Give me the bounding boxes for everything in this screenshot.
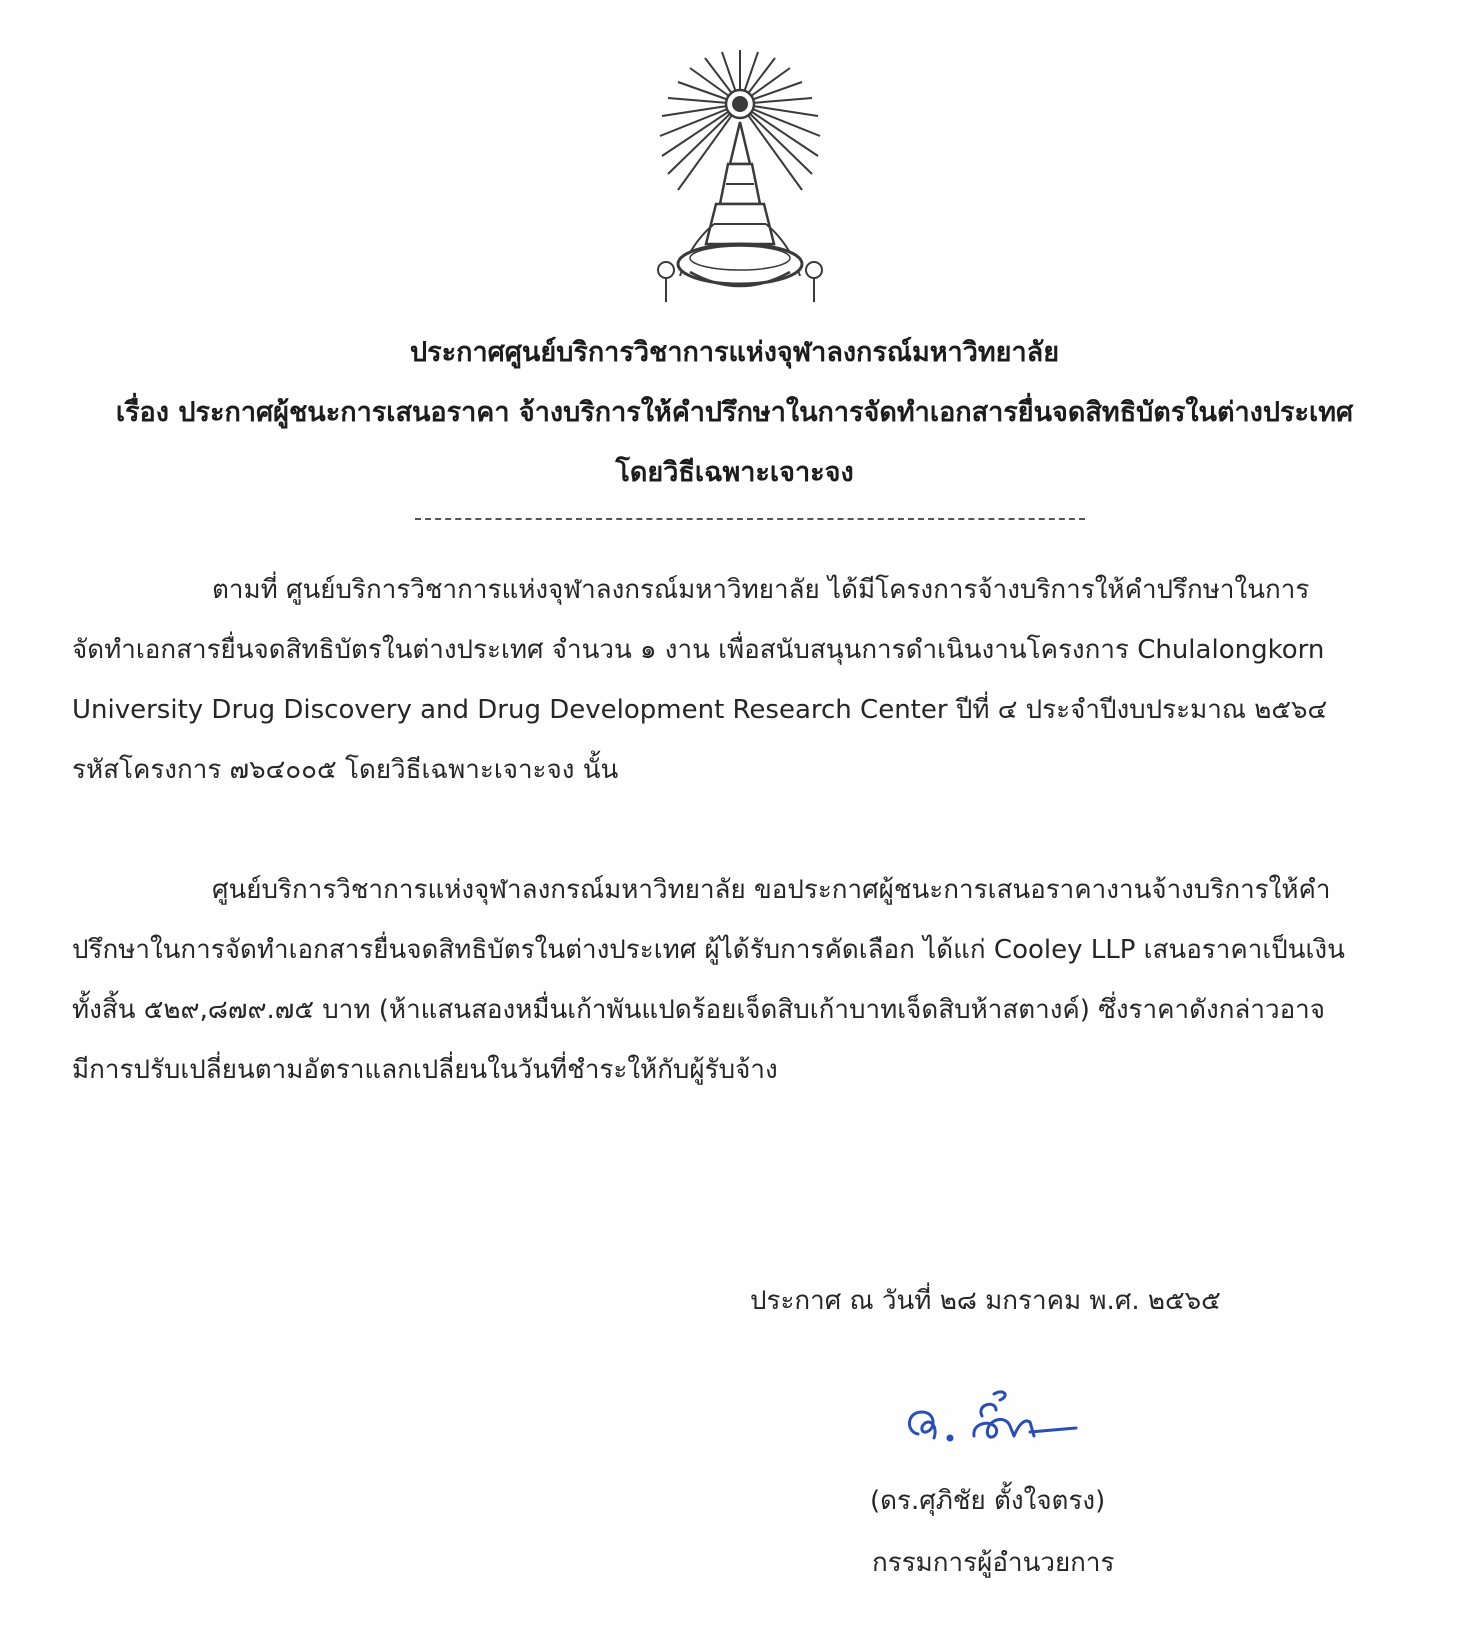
announcement-method: โดยวิธีเฉพาะเจาะจง [615, 457, 854, 488]
paragraph-line: University Drug Discovery and Drug Development Research Center ปีที่ ๔ ประจำปีงบประมาณ ๒๕๖๔ [72, 695, 1328, 725]
announcement-date: ประกาศ ณ วันที่ ๒๘ มกราคม พ.ศ. ๒๕๖๕ [750, 1286, 1221, 1316]
paragraph-line: ทั้งสิ้น ๕๒๙,๘๗๙.๗๕ บาท (ห้าแสนสองหมื่นเก้าพันแปดร้อยเจ็ดสิบเก้าบาทเจ็ดสิบห้าสตางค์) ซึ่งราคาดังกล่าวอาจ [72, 995, 1326, 1025]
paragraph-line: ศูนย์บริการวิชาการแห่งจุฬาลงกรณ์มหาวิทยาลัย ขอประกาศผู้ชนะการเสนอราคางานจ้างบริการให้คำ [212, 875, 1331, 905]
paragraph-line: ปรึกษาในการจัดทำเอกสารยื่นจดสิทธิบัตรในต่างประเทศ ผู้ได้รับการคัดเลือก ได้แก่ Cooley LLP เสนอราคาเป็นเงิน [72, 935, 1345, 965]
signer-name: (ดร.ศุภิชัย ตั้งใจตรง) [870, 1486, 1106, 1516]
announcement-title: ประกาศศูนย์บริการวิชาการแห่งจุฬาลงกรณ์มหาวิทยาลัย [409, 337, 1060, 368]
paragraph-project [72, 560, 1402, 800]
paragraph-line: มีการปรับเปลี่ยนตามอัตราแลกเปลี่ยนในวันที่ชำระให้กับผู้รับจ้าง [72, 1055, 778, 1085]
announcement-subject: เรื่อง ประกาศผู้ชนะการเสนอราคา จ้างบริการให้คำปรึกษาในการจัดทำเอกสารยื่นจดสิทธิบัตรในต่างประเทศ [115, 397, 1354, 428]
phra-kiao-emblem-icon [650, 44, 830, 314]
paragraph-line: ตามที่ ศูนย์บริการวิชาการแห่งจุฬาลงกรณ์มหาวิทยาลัย ได้มีโครงการจ้างบริการให้คำปรึกษาในการ [212, 575, 1310, 605]
signer-title: กรรมการผู้อำนวยการ [872, 1548, 1115, 1578]
paragraph-line: จัดทำเอกสารยื่นจดสิทธิบัตรในต่างประเทศ จำนวน ๑ งาน เพื่อสนับสนุนการดำเนินงานโครงการ Chulalongkorn [72, 635, 1325, 665]
paragraph-line: รหัสโครงการ ๗๖๔๐๐๕ โดยวิธีเฉพาะเจาะจง นั้น [72, 755, 619, 785]
paragraph-winner [72, 860, 1402, 1100]
handwritten-signature [900, 1382, 1100, 1462]
divider [415, 518, 1085, 520]
